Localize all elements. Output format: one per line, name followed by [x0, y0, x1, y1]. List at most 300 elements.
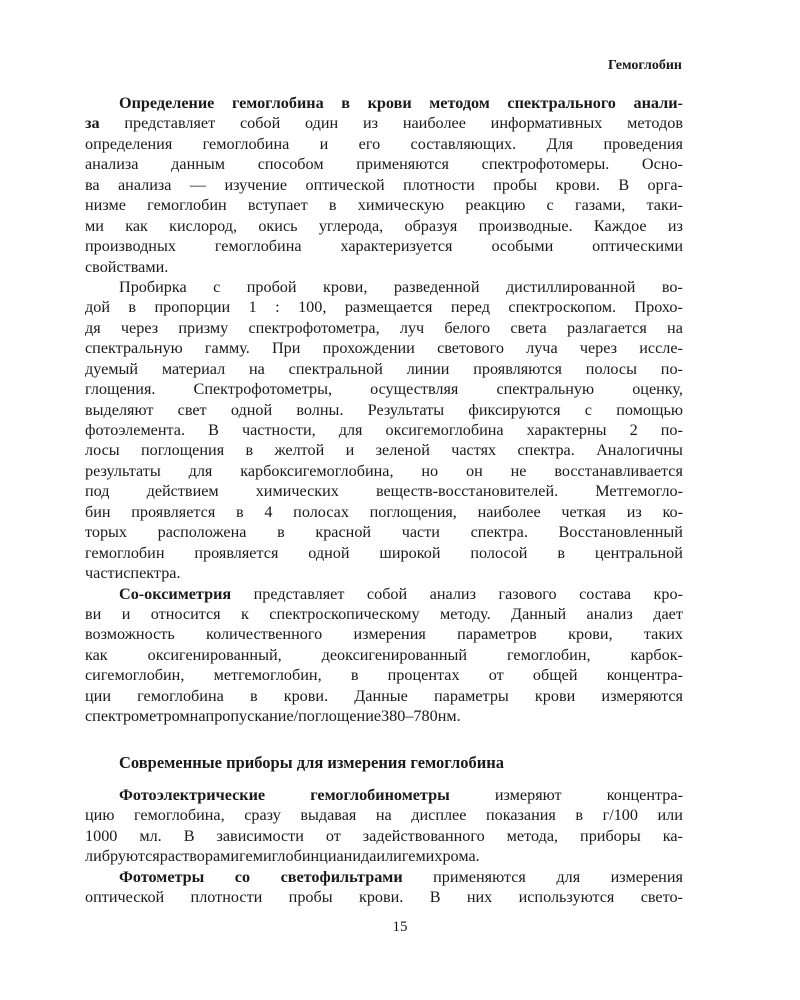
word: и: [345, 441, 355, 460]
word: либруются: [85, 847, 160, 866]
word: красной: [315, 523, 372, 542]
word: для: [188, 461, 213, 480]
word: оптической: [305, 175, 385, 194]
word: определения: [85, 134, 173, 153]
word: на: [667, 318, 683, 337]
word: анализа: [118, 175, 172, 194]
word: гемихрома.: [401, 847, 480, 866]
word: спектрального: [507, 94, 616, 112]
word: под: [85, 482, 110, 501]
word: газового: [498, 584, 557, 603]
text-line: [85, 846, 683, 866]
word: них: [466, 888, 493, 907]
text-line: [85, 867, 683, 887]
word: полосой: [470, 543, 528, 562]
word: растворами: [159, 847, 240, 866]
word: газами,: [574, 196, 626, 215]
word: орга-: [647, 175, 683, 194]
word: показания: [485, 806, 556, 825]
text-line: [85, 379, 683, 399]
word: химическую: [357, 196, 445, 215]
word: веществ-восстановителей.: [375, 482, 559, 501]
word: гемоглобина,: [133, 806, 225, 825]
word: одной: [308, 543, 350, 562]
word: Каждое: [593, 216, 647, 235]
text-line: [85, 887, 683, 907]
word: полосы: [585, 359, 637, 378]
word: через: [579, 339, 618, 358]
text-line: [85, 134, 683, 154]
word: крови.: [358, 888, 404, 907]
word: иссле-: [639, 339, 683, 358]
word: проявляются: [473, 359, 562, 378]
word: Пробирка: [119, 277, 187, 296]
word: особыми: [491, 237, 554, 256]
word: свойствами.: [85, 257, 169, 276]
text-line: [85, 338, 683, 358]
word: светофильтрами: [280, 867, 403, 886]
word: таких: [643, 625, 683, 644]
word: концентра-: [606, 666, 683, 685]
word: реакцию: [465, 196, 526, 215]
word: окись: [258, 216, 298, 235]
word: но: [421, 461, 439, 480]
word: производных: [85, 237, 176, 256]
word: осуществляя: [370, 380, 459, 399]
word: В: [183, 826, 195, 845]
word: спектрофотомеры.: [481, 155, 610, 174]
word: 100,: [298, 298, 327, 317]
word: в: [557, 543, 565, 562]
text-line: [85, 826, 683, 846]
word: Данный: [511, 604, 567, 623]
word: части: [85, 564, 124, 583]
word: Спектрофотометры,: [193, 380, 333, 399]
word: метода,: [506, 826, 559, 845]
word: оптической: [85, 888, 165, 907]
word: выдавая: [300, 806, 357, 825]
word: собой: [366, 584, 408, 603]
word: спектра.: [517, 441, 575, 460]
word: спектральную: [85, 339, 183, 358]
word: сигемоглобин,: [85, 666, 185, 685]
word: за: [85, 114, 100, 133]
word: спектрометром: [85, 707, 190, 726]
word: гемоглобина: [214, 237, 302, 256]
text-line: [85, 522, 683, 542]
word: из: [626, 502, 642, 521]
word: спектральную: [496, 380, 595, 399]
word: Для: [546, 134, 574, 153]
word: расположена: [157, 523, 247, 542]
word: или: [657, 806, 683, 825]
word: 380–780: [381, 707, 438, 726]
word: не: [510, 461, 527, 480]
word: ва: [85, 175, 100, 194]
word: измеряются: [601, 686, 683, 705]
word: вступает: [247, 196, 308, 215]
word: В: [429, 888, 441, 907]
text-line: [85, 706, 683, 726]
word: гемиглобинцианида: [239, 847, 377, 866]
section-heading: Современные приборы для измерения гемоглобина: [119, 753, 504, 772]
word: информативных: [490, 114, 603, 133]
word: широкой: [379, 543, 441, 562]
word: линии: [406, 359, 450, 378]
word: фиксируются: [468, 400, 561, 419]
word: четкая: [561, 502, 606, 521]
word: фотоэлемента.: [85, 421, 186, 439]
word: материал: [161, 359, 226, 378]
word: в: [236, 502, 244, 521]
word: крови: [367, 94, 412, 112]
word: глощения.: [85, 380, 156, 399]
word: бин: [85, 502, 111, 521]
word: Со-оксиметрия: [119, 584, 232, 603]
word: оксигемоглобина: [385, 421, 504, 439]
word: от: [325, 826, 341, 845]
word: со: [234, 867, 251, 886]
text-line: [85, 805, 683, 825]
text-line: [85, 785, 683, 805]
word: зависимости: [216, 826, 304, 845]
word: размещается: [344, 298, 433, 317]
word: спектроскопическому: [269, 604, 420, 623]
word: гемоглобинометры: [310, 786, 450, 804]
word: представляет: [253, 584, 345, 603]
word: метгемоглобин,: [213, 666, 322, 685]
word: выделяют: [85, 400, 154, 419]
word: гемоглобин,: [506, 645, 591, 664]
word: крови,: [322, 277, 368, 296]
word: на: [375, 806, 392, 825]
word: химических: [255, 482, 339, 501]
word: анализ: [586, 604, 633, 623]
word: используются: [518, 888, 615, 907]
word: на: [249, 359, 265, 378]
word: гемоглобина: [231, 94, 324, 112]
word: г/100: [602, 806, 638, 825]
word: центральной: [594, 543, 683, 562]
word: свет: [177, 400, 207, 419]
word: результаты: [85, 461, 161, 480]
word: прохождении: [322, 339, 415, 358]
word: Фотоэлектрические: [119, 786, 266, 804]
text-line: [85, 318, 683, 338]
word: один: [305, 114, 339, 133]
word: как: [85, 645, 108, 664]
word: параметров: [457, 625, 537, 644]
word: дистиллированной: [505, 277, 636, 296]
word: от: [488, 666, 504, 685]
word: оптическими: [592, 237, 683, 256]
word: и: [121, 604, 131, 623]
word: к: [241, 604, 249, 623]
word: спектрофотометра,: [248, 318, 380, 337]
word: углерода,: [318, 216, 384, 235]
text-block-modern-devices: [85, 785, 683, 908]
word: спектральной: [288, 359, 383, 378]
word: Прохо-: [634, 298, 683, 317]
word: призму: [178, 318, 229, 337]
text-line: [85, 502, 683, 522]
word: по-: [660, 359, 683, 378]
word: разлагается: [566, 318, 647, 337]
word: пробы: [288, 888, 333, 907]
word: методов: [627, 114, 683, 133]
word: в: [341, 94, 351, 112]
word: методом: [429, 94, 490, 112]
word: количественного: [206, 625, 323, 644]
word: дя: [85, 318, 101, 337]
word: низме: [85, 196, 126, 215]
word: дисплее: [411, 806, 467, 825]
word: измеряют: [494, 786, 562, 804]
word: ка-: [662, 826, 683, 845]
text-line: [85, 195, 683, 215]
word: анализ: [429, 584, 476, 603]
word: поглощения,: [369, 502, 457, 521]
word: или: [376, 847, 402, 866]
word: дуемый: [85, 359, 139, 378]
word: части: [401, 523, 440, 542]
word: пробой: [246, 277, 297, 296]
word: поглощения: [140, 441, 225, 460]
word: кро-: [653, 584, 683, 603]
word: состава: [579, 584, 632, 603]
word: действием: [146, 482, 219, 501]
word: плотности: [403, 175, 475, 194]
word: помощью: [616, 400, 683, 419]
text-line: [85, 359, 683, 379]
word: зеленой: [375, 441, 430, 460]
word: задействованного: [362, 826, 485, 845]
word: таки-: [646, 196, 683, 215]
word: полосах: [293, 502, 349, 521]
word: измерения: [353, 625, 426, 644]
word: в: [249, 686, 258, 705]
word: :: [275, 298, 280, 317]
word: дой: [85, 298, 110, 317]
word: ко-: [662, 502, 683, 521]
word: характерны: [526, 421, 607, 439]
word: анали-: [633, 94, 683, 112]
word: измерения: [610, 867, 683, 886]
word: пробы: [493, 175, 538, 194]
word: Определение: [119, 94, 215, 112]
word: относится: [150, 604, 221, 623]
text-line: [85, 624, 683, 644]
word: ции: [85, 686, 111, 705]
word: производные.: [478, 216, 573, 235]
word: ми: [85, 216, 104, 235]
word: желтой: [274, 441, 325, 460]
word: через: [120, 318, 159, 337]
word: гамму.: [204, 339, 250, 358]
word: в: [350, 666, 359, 685]
text-line: [85, 645, 683, 665]
word: на: [189, 707, 206, 726]
word: образуя: [404, 216, 458, 235]
word: по-: [660, 421, 683, 439]
word: свето-: [640, 888, 683, 907]
word: луч: [399, 318, 425, 337]
word: крови.: [283, 686, 329, 705]
word: дает: [653, 604, 683, 623]
word: концентра-: [606, 786, 683, 804]
text-line: [85, 665, 683, 685]
word: в: [328, 196, 337, 215]
word: разведенной: [393, 277, 480, 296]
word: 1000: [85, 826, 118, 845]
word: торых: [85, 523, 128, 542]
word: проведения: [603, 134, 683, 153]
word: В: [208, 421, 219, 439]
text-line: [85, 420, 683, 440]
text-line: [85, 604, 683, 624]
word: При: [271, 339, 301, 358]
word: 2: [629, 421, 638, 439]
word: возможность: [85, 625, 175, 644]
word: его: [358, 134, 381, 153]
word: составляющих.: [410, 134, 517, 153]
word: ви: [85, 604, 102, 623]
word: общей: [532, 666, 578, 685]
word: карбок-: [630, 645, 683, 664]
text-line: [85, 113, 683, 133]
word: одной: [230, 400, 273, 419]
text-line: [85, 216, 683, 236]
word: оценку,: [632, 380, 683, 399]
word: света: [510, 318, 547, 337]
word: методу.: [439, 604, 491, 623]
word: с: [546, 196, 554, 215]
word: проявляется: [194, 543, 279, 562]
word: с: [584, 400, 592, 419]
text-line: [85, 400, 683, 420]
word: цию: [85, 806, 115, 825]
word: и: [319, 134, 329, 153]
text-line: [85, 277, 683, 297]
word: собой: [239, 114, 281, 133]
word: из: [667, 216, 683, 235]
word: частях: [451, 441, 497, 460]
word: лосы: [85, 441, 120, 460]
word: характеризуется: [340, 237, 453, 256]
word: данным: [171, 155, 226, 174]
word: Аналогичны: [596, 441, 683, 460]
word: 1: [248, 298, 257, 317]
word: параметры: [434, 686, 509, 705]
word: он: [466, 461, 483, 480]
word: наиболее: [402, 114, 466, 133]
word: наиболее: [477, 502, 541, 521]
word: нм.: [437, 707, 461, 726]
text-line: [85, 584, 683, 604]
text-line: [85, 481, 683, 501]
word: —: [189, 175, 207, 194]
text-line: [85, 236, 683, 256]
word: проявляется: [131, 502, 216, 521]
word: для: [556, 867, 581, 886]
word: процентах: [387, 666, 460, 685]
word: В: [618, 175, 630, 194]
word: крови: [534, 686, 576, 705]
text-line: [85, 175, 683, 195]
word: светового: [437, 339, 504, 358]
word: для: [338, 421, 363, 439]
word: с: [213, 277, 221, 296]
word: перед: [450, 298, 490, 317]
word: гемоглобин: [85, 543, 165, 562]
word: Восстановленный: [558, 523, 683, 542]
text-line: [85, 297, 683, 317]
word: Результаты: [367, 400, 445, 419]
text-line: [85, 93, 683, 113]
word: карбоксигемоглобина,: [240, 461, 394, 480]
word: плотности: [190, 888, 263, 907]
text-line: [85, 563, 683, 583]
word: во-: [661, 277, 683, 296]
word: Фотометры: [119, 867, 205, 886]
word: спектра.: [123, 564, 181, 583]
word: представляет: [124, 114, 216, 133]
word: частности,: [241, 421, 316, 439]
word: из: [362, 114, 379, 133]
word: белого: [444, 318, 491, 337]
running-head: Гемоглобин: [607, 58, 682, 73]
word: волны.: [296, 400, 344, 419]
text-block-spectral-analysis: [85, 93, 683, 727]
word: как: [125, 216, 148, 235]
word: восстанавливается: [554, 461, 683, 480]
word: изучение: [224, 175, 288, 194]
word: луча: [526, 339, 558, 358]
word: гемоглобин: [147, 196, 227, 215]
word: крови,: [568, 625, 613, 644]
word: в: [575, 806, 584, 825]
word: мл.: [139, 826, 162, 845]
word: спектра.: [470, 523, 528, 542]
text-line: [85, 686, 683, 706]
word: деоксигенированный: [321, 645, 468, 664]
word: гемоглобина: [202, 134, 290, 153]
word: в: [277, 523, 285, 542]
word: Метгемогло-: [595, 482, 683, 501]
word: сразу: [244, 806, 281, 825]
word: анализа: [85, 155, 139, 174]
text-line: [85, 543, 683, 563]
word: в: [245, 441, 254, 460]
word: способом: [257, 155, 324, 174]
word: Данные: [354, 686, 408, 705]
text-line: [85, 461, 683, 481]
word: крови.: [555, 175, 600, 194]
word: кислород,: [169, 216, 238, 235]
word: Осно-: [641, 155, 683, 174]
word: гемоглобина: [137, 686, 224, 705]
word: приборы: [580, 826, 641, 845]
text-line: [85, 257, 683, 277]
word: 4: [264, 502, 273, 521]
word: спектроскопом.: [508, 298, 617, 317]
word: применяются: [433, 867, 526, 886]
word: пропускание/поглощение: [205, 707, 382, 726]
word: оксигенированный,: [147, 645, 282, 664]
word: пропорции: [154, 298, 231, 317]
page-number: 15: [392, 919, 408, 935]
word: в: [128, 298, 137, 317]
